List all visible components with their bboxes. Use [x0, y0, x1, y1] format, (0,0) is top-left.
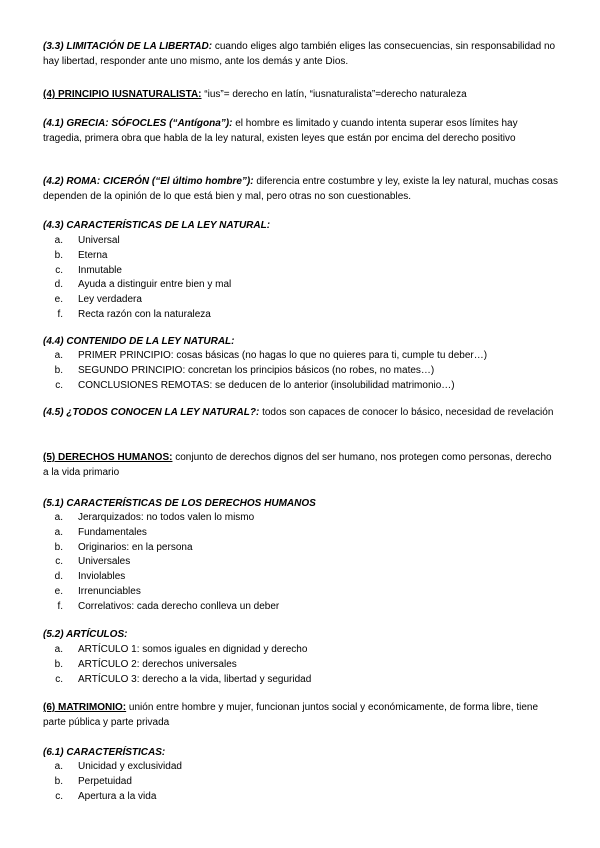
list-item: b. SEGUNDO PRINCIPIO: concretan los principios básicos (no robes, no mates…): [54, 364, 435, 376]
list-item: e. Ley verdadera: [54, 294, 142, 306]
section-4-3-heading: (4.3) CARACTERÍSTICAS DE LA LEY NATURAL:: [43, 220, 271, 231]
section-4: [43, 88, 558, 103]
list-item: a. Fundamentales: [54, 526, 147, 538]
list-item: d. Ayuda a distinguir entre bien y mal: [54, 279, 232, 291]
section-text: unión entre hombre y mujer, funcionan juntos social y económicamente, de forma libre, tiene parte pública y parte privada: [43, 702, 539, 728]
list-item: e. Irrenunciables: [54, 585, 141, 597]
section-4-5: [43, 406, 558, 421]
list-6-1: [43, 760, 558, 804]
section-heading: (4) PRINCIPIO IUSNATURALISTA:: [43, 89, 202, 100]
list-item: c. Inmutable: [55, 264, 122, 276]
section-text: todos son capaces de conocer lo básico, necesidad de revelación: [259, 407, 554, 418]
list-item: c. ARTÍCULO 3: derecho a la vida, libertad y seguridad: [55, 673, 312, 685]
section-text: “ius”= derecho en latín, “iusnaturalista”=derecho naturaleza: [201, 89, 467, 100]
section-heading: (5) DERECHOS HUMANOS:: [43, 452, 173, 463]
section-5-2-heading: (5.2) ARTÍCULOS:: [43, 629, 128, 640]
list-item: b. Eterna: [54, 249, 108, 261]
list-item: f. Recta razón con la naturaleza: [57, 308, 211, 320]
list-item: a. ARTÍCULO 1: somos iguales en dignidad y derecho: [54, 644, 308, 655]
section-text: conjunto de derechos dignos del ser humano, nos protegen como personas, derecho a la vida primario: [43, 452, 552, 478]
section-text: cuando eliges algo también eliges las consecuencias, sin responsabilidad no hay libertad, responder ante uno mismo, ante los demás y ante Dios.: [43, 41, 556, 67]
section-heading: (4.2) ROMA: CICERÓN (“El último hombre”):: [43, 176, 254, 187]
list-5-2: [43, 643, 558, 687]
list-4-4: [43, 349, 558, 393]
list-item: b. Perpetuidad: [54, 775, 132, 787]
list-item: f. Correlativos: cada derecho conlleva un deber: [57, 600, 280, 612]
list-item: d. Inviolables: [54, 571, 126, 583]
section-heading: (4.1) GRECIA: SÓFOCLES (“Antígona”):: [43, 118, 233, 129]
list-item: c. CONCLUSIONES REMOTAS: se deducen de lo anterior (insolubilidad matrimonio…): [55, 379, 455, 391]
list-item: b. ARTÍCULO 2: derechos universales: [54, 658, 237, 670]
section-text: diferencia entre costumbre y ley, existe la ley natural, muchas cosas dependen de la opinión de lo que está bien y mal, pero otras no son cuestionables.: [43, 176, 558, 202]
list-item: a. PRIMER PRINCIPIO: cosas básicas (no hagas lo que no quieres para ti, cumple tu deber…): [54, 350, 488, 361]
section-4-2: [43, 175, 558, 204]
section-5: [43, 451, 558, 480]
list-4-3: [43, 234, 558, 323]
list-item: a. Jerarquizados: no todos valen lo mismo: [54, 512, 255, 523]
list-5-1: [43, 511, 558, 615]
section-6-1-heading: (6.1) CARACTERÍSTICAS:: [43, 747, 166, 758]
section-heading: (6) MATRIMONIO:: [43, 702, 127, 713]
section-heading: (3.3) LIMITACIÓN DE LA LIBERTAD:: [43, 41, 213, 52]
section-heading: (4.5) ¿TODOS CONOCEN LA LEY NATURAL?:: [43, 407, 260, 418]
section-6: [43, 701, 558, 730]
list-item: a. Universal: [54, 235, 120, 246]
section-3-3: [43, 40, 558, 69]
list-item: b. Originarios: en la persona: [54, 541, 193, 553]
list-item: a. Unicidad y exclusividad: [54, 761, 182, 772]
section-4-4-heading: (4.4) CONTENIDO DE LA LEY NATURAL:: [43, 336, 235, 347]
section-5-1-heading: (5.1) CARACTERÍSTICAS DE LOS DERECHOS HUMANOS: [43, 498, 316, 509]
list-item: c. Universales: [55, 556, 131, 568]
section-4-1: [43, 117, 558, 146]
section-text: el hombre es limitado y cuando intenta superar esos límites hay tragedia, primera obra que habla de la ley natural, existen leyes que están por encima del derecho positivo: [43, 118, 518, 144]
list-item: c. Apertura a la vida: [55, 790, 157, 802]
